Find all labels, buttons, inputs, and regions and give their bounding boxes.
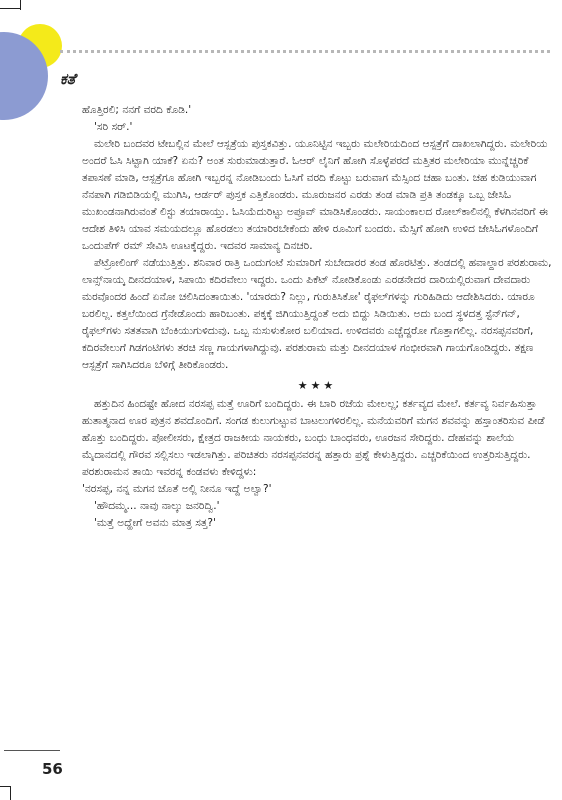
paragraph: ಮಲೇರಿ ಬಂದವರ ಟೇಬಲ್ಲಿನ ಮೇಲೆ ಆಸ್ಪತ್ರೆಯ ಪುಸ್ತಕವಿತ್ತು. ಯೂನಿಟ್ಟಿನ ಇಬ್ಬರು ಮಲೇರಿಯದಿಂದ ಆಸ್ಪತ್ರೆಗೆ ದಾಖಲಾಗಿದ್ದರು. ಮಲೇರಿಯ ಅಂದರೆ ಓಸಿ ಸಿಟ್ಟಾಗಿ ಯಾಕೆ? ಏನು? ಅಂತ ಸುರುಮಾಡುತ್ತಾರೆ. ಓಆರ್ ಲೈನಿಗೆ ಹೋಗಿ ಸೊಳ್ಳೆಪರದೆ ಮತ್ತಿತರ ಮಲೇರಿಯಾ ಮುನ್ನೆಚ್ಚರಿಕೆ ತಪಾಸಣೆ ಮಾಡಿ, ಆಸ್ಪತ್ರೆಗೂ ಹೋಗಿ ಇಬ್ಬರನ್ನ ನೋಡಿಬಂದು ಓಸಿಗೆ ವರದಿ ಕೊಟ್ಟು ಬರುವಾಗ ಮೆಸ್ಸಿಂದ ಚಹಾ ಬಂತು. ಚಹ ಕುಡಿಯುವಾಗ ನೆನಪಾಗಿ ಗಡಿಬಿಡಿಯಲ್ಲಿ ಮುಗಿಸಿ, ಆರ್ಡರ್ ಪುಸ್ತಕ ಎತ್ತಿಕೊಂಡರು. ಮೂರುಜನರ ಎರಡು ತಂಡ ಮಾಡಿ ಪ್ರತಿ ತಂಡಕ್ಕೂ ಒಬ್ಬ ಜೇಸಿಓ ಮುಖಂಡನಾಗಿರುವಂತೆ ಲಿಸ್ಟು ತಯಾರಾಯ್ತು. ಓಸಿಯೆದುರಿಟ್ಟು ಅಪ್ರೂವ್ ಮಾಡಿಸಿಕೊಂಡರು. ಸಾಯಂಕಾಲದ ರೋಲ್‌ಕಾಲಿನಲ್ಲಿ ಕೆಳಗಿನವರಿಗೆ ಈ ಆದೇಶ ತಿಳಿಸಿ ಯಾವ ಸಮಯದಲ್ಲೂ ಹೊರಡಲು ತಯಾರಿರಬೇಕೆಂದು ಹೇಳಿ ರೂಮಿಗೆ ಬಂದರು. ಮೆಸ್ಸಿಗೆ ಹೋಗಿ ಉಳಿದ ಜೇಸಿಓಗಳೊಂದಿಗೆ ಒಂದುಪೆಗ್ ರಮ್ ಸೇವಿಸಿ ಊಟಕ್ಕೆದ್ದರು. ಇದವರ ಸಾಮಾನ್ಯ ದಿನಚರಿ. [82, 138, 548, 252]
crop-mark-bottom-left-v [10, 786, 11, 800]
paragraph: ಪೆಟ್ರೋಲಿಂಗ್ ನಡೆಯುತ್ತಿತ್ತು. ಶನಿವಾರ ರಾತ್ರಿ ಒಂದುಗಂಟೆ ಸುಮಾರಿಗೆ ಸುಬೇದಾರರ ತಂಡ ಹೊರಟಿತ್ತು. ತಂಡದಲ್ಲಿ ಹವಾಲ್ದಾರ ಪರಶುರಾಮ, ಲಾನ್ಸ್‌ನಾಯ್ಕ ದೀನದಯಾಳ, ಸಿಪಾಯಿ ಕದಿರವೇಲು ಇದ್ದರು. ಒಂದು ಪಿಕೆಟ್ ನೋಡಿಕೊಂಡು ಎರಡನೇದರ ದಾರಿಯಲ್ಲಿರುವಾಗ ದೇವದಾರು ಮರವೊಂದರ ಹಿಂದೆ ಏನೋ ಚಲಿಸಿದಂತಾಯಿತು. 'ಯಾರದು? ನಿಲ್ಲು, ಗುರುತಿಸಿಕೋ' ರೈಫಲ್‌ಗಳನ್ನು ಗುರಿಹಿಡಿದು ಆದೇಶಿಸಿದರು. ಯಾರೂ ಬರಲಿಲ್ಲ. ಕತ್ತಲೆಯಿಂದ ಗ್ರೆನೇಡೊಂದು ಹಾರಿಬಂತು. ಪಕ್ಕಕ್ಕೆ ಜಿಗಿಯುತ್ತಿದ್ದಂತೆ ಅದು ಬಿದ್ದು ಸಿಡಿಯಿತು. ಅದು ಬಂದ ಸ್ಥಳದತ್ತ ಸ್ಟೆನ್‌ಗನ್, ರೈಫಲ್‌ಗಳು ಸತತವಾಗಿ ಬೆಂಕಿಯುಗುಳಿದುವು. ಒಬ್ಬ ನುಸುಳುಕೋರ ಬಲಿಯಾದ. ಉಳಿದವರು ಎಚ್ಚೆದ್ದರೋ ಗೊತ್ತಾಗಲಿಲ್ಲ. ನರಸಪ್ಪನವರಿಗೆ, ಕದಿರವೇಲುಗೆ ಗಿಡಗಂಟಿಗಳು ತರಚಿ ಸಣ್ಣ ಗಾಯಗಳಾಗಿದ್ದುವು. ಪರಶುರಾಮ ಮತ್ತು ದೀನದಯಾಳ ಗಂಭೀರವಾಗಿ ಗಾಯಗೊಂಡಿದ್ದರು. ತಕ್ಷಣ ಆಸ್ಪತ್ರೆಗೆ ಸಾಗಿಸಿದರೂ ಬೆಳಿಗ್ಗೆ ತೀರಿಕೊಂಡರು. [82, 257, 552, 371]
page-number-rule [4, 750, 60, 751]
crop-mark-bottom-left-h [0, 786, 10, 787]
page-number: 56 [42, 760, 63, 778]
paragraph: ಹೊತ್ತಿರಲಿ; ನನಗೆ ವರದಿ ಕೊಡಿ.' [82, 104, 192, 116]
section-break-stars: ★★★ [297, 379, 337, 392]
dialogue-line: 'ಹೌದಮ್ಮ... ನಾವು ನಾಲ್ಕು ಜನರಿದ್ವಿ.' [94, 500, 220, 512]
article-body [82, 102, 552, 532]
crop-mark-top-left-v [20, 0, 21, 10]
dotted-header-rule [60, 50, 550, 53]
paragraph: 'ಸರಿ ಸರ್.' [94, 121, 133, 133]
dialogue-line: 'ಮತ್ತೆ ಅದ್ಹೇಗೆ ಅವನು ಮಾತ್ರ ಸತ್ತ?' [94, 517, 216, 529]
dialogue-line: 'ನರಸಪ್ಪ, ನನ್ನ ಮಗನ ಜೊತೆ ಅಲ್ಲಿ ನೀನೂ ಇದ್ದೆ ಅಲ್ವಾ?' [82, 483, 272, 495]
crop-mark-top-left-h [0, 8, 20, 9]
section-label: ಕತೆ [60, 70, 76, 88]
paragraph: ಹತ್ತುದಿನ ಹಿಂದಷ್ಟೇ ಹೋದ ನರಸಪ್ಪ ಮತ್ತೆ ಊರಿಗೆ ಬಂದಿದ್ದರು. ಈ ಬಾರಿ ರಜೆಯ ಮೇಲಲ್ಲ; ಕರ್ತವ್ಯದ ಮೇಲೆ. ಕರ್ತವ್ಯ ನಿರ್ವಹಿಸುತ್ತಾ ಹುತಾತ್ಮನಾದ ಊರ ಪುತ್ರನ ಶವದೊಂದಿಗೆ. ಸಂಗಡ ಕುಲುಗುಟ್ಟುವ ಬಾಟಲುಗಳಿರಲಿಲ್ಲ. ಮನೆಯವರಿಗೆ ಮಗನ ಶವವನ್ನು ಹಸ್ತಾಂತರಿಸುವ ಪೀಡೆ ಹೊತ್ತು ಬಂದಿದ್ದರು. ಪೋಲೀಸರು, ಕ್ಷೇತ್ರದ ರಾಜಕೀಯ ನಾಯಕರು, ಬಂಧು ಬಾಂಧವರು, ಊರಜನ ಸೇರಿದ್ದರು. ದೇಹವನ್ನು ಶಾಲೆಯ ಮೈದಾನದಲ್ಲಿ ಗೌರವ ಸಲ್ಲಿಸಲು ಇಡಲಾಗಿತ್ತು. ಪರಿಚಿತರು ನರಸಪ್ಪನವರನ್ನ ಹತ್ತಾರು ಪ್ರಶ್ನೆ ಕೇಳುತ್ತಿದ್ದರು. ಎಚ್ಚರಿಕೆಯಿಂದ ಉತ್ತರಿಸುತ್ತಿದ್ದರು. ಪರಶುರಾಮನ ತಾಯಿ ಇವರನ್ನ ಕಂಡವಳು ಕೇಳಿದ್ದಳು: [82, 398, 545, 478]
